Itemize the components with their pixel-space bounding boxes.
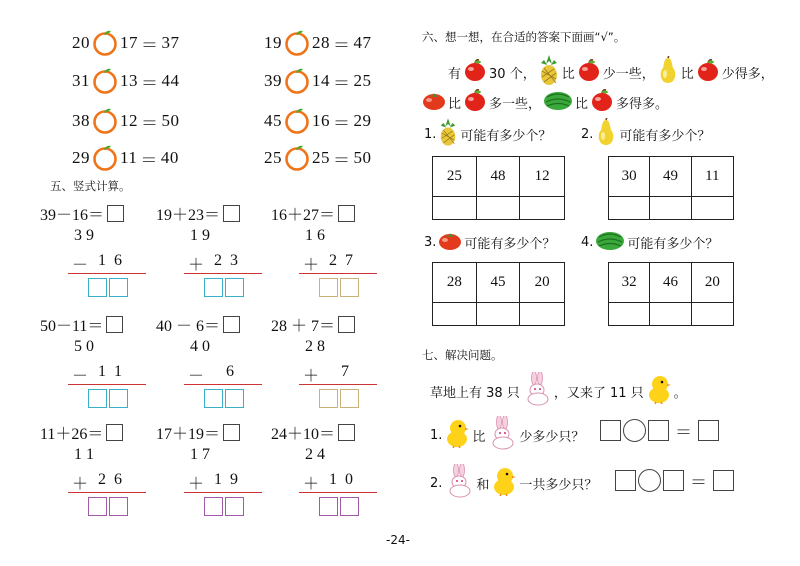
result: 37 <box>161 33 180 52</box>
answer-cell: 49 <box>650 157 691 197</box>
operand-b: 13 <box>120 71 138 90</box>
fill-equation <box>264 68 372 94</box>
answer-box[interactable] <box>223 424 240 441</box>
calc-expression <box>156 313 240 336</box>
operator: － <box>72 257 89 274</box>
operand-b: 25 <box>312 148 330 167</box>
answer-digits <box>204 278 244 297</box>
operator: ＋ <box>188 257 205 274</box>
equals-sign: ＝ <box>141 113 159 133</box>
calc-expression <box>271 313 355 336</box>
expression-text: 39－16＝ <box>40 207 105 224</box>
calc-expression <box>156 202 240 225</box>
text: 多一些， <box>489 96 542 112</box>
fill-equation <box>264 30 372 56</box>
answer-box[interactable] <box>223 316 240 333</box>
orange-blank-icon[interactable] <box>92 30 118 56</box>
answer-cell: 32 <box>609 263 650 303</box>
result-box[interactable] <box>698 420 719 441</box>
answer-digits <box>204 389 244 408</box>
calc-expression <box>40 313 123 336</box>
digit-box[interactable] <box>319 278 338 297</box>
sum-line <box>299 492 377 493</box>
question-1 <box>424 118 551 150</box>
check-cell[interactable] <box>650 197 691 219</box>
result: 47 <box>353 33 372 52</box>
fill-equation <box>264 108 372 134</box>
answer-box[interactable] <box>106 424 123 441</box>
text: 和 <box>476 477 490 493</box>
pineapple-icon <box>538 55 560 89</box>
answer-cell: 30 <box>609 157 650 197</box>
question-4 <box>581 229 718 255</box>
text: 有 <box>448 66 462 82</box>
result: 50 <box>353 148 372 167</box>
answer-grid-3 <box>432 262 565 326</box>
orange-blank-icon[interactable] <box>284 108 310 134</box>
equals-sign: ＝ <box>141 35 159 55</box>
check-cell[interactable] <box>520 303 564 325</box>
check-cell[interactable] <box>609 303 650 325</box>
text: 多得多。 <box>616 96 669 112</box>
text: 30 个， <box>489 66 536 82</box>
pear-icon <box>595 118 617 150</box>
operand-b: 14 <box>312 71 330 90</box>
sum-line <box>68 273 146 274</box>
operand-b: 28 <box>312 33 330 52</box>
question-3 <box>424 229 555 255</box>
bottom-digits: 2 7 <box>329 252 354 269</box>
sum-line <box>184 492 262 493</box>
check-cell[interactable] <box>433 197 477 219</box>
bottom-row <box>303 471 353 494</box>
operator: ＋ <box>188 476 205 493</box>
answer-cell: 45 <box>477 263 521 303</box>
top-digits: 1 7 <box>190 446 210 463</box>
operand-b: 17 <box>120 33 138 52</box>
operator-circle[interactable] <box>623 419 646 442</box>
apple-icon <box>696 58 720 86</box>
top-digits: 3 9 <box>74 227 94 244</box>
chick-icon <box>646 374 672 408</box>
answer-cell: 28 <box>433 263 477 303</box>
digit-box[interactable] <box>319 389 338 408</box>
text: 一共多少只？ <box>519 477 598 493</box>
equals-sign: ＝ <box>675 423 692 442</box>
answer-digits <box>319 389 359 408</box>
answer-digits <box>88 278 128 297</box>
bottom-row <box>188 471 238 494</box>
digit-box[interactable] <box>319 497 338 516</box>
bottom-digits: 1 0 <box>329 471 354 488</box>
check-cell[interactable] <box>650 303 691 325</box>
fill-equation <box>72 68 180 94</box>
operand-b: 16 <box>312 111 330 130</box>
expression-text: 40 － 6＝ <box>156 318 221 335</box>
text: 少多少只？ <box>519 429 585 445</box>
digit-box[interactable] <box>109 497 128 516</box>
sec6-line-2 <box>422 88 668 116</box>
check-cell[interactable] <box>477 303 521 325</box>
sum-line <box>68 492 146 493</box>
text: 草地上有 38 只 <box>430 385 520 401</box>
fill-equation <box>72 30 180 56</box>
bottom-row <box>303 363 349 386</box>
digit-box[interactable] <box>88 278 107 297</box>
sum-line <box>184 273 262 274</box>
text: 比 <box>472 429 486 445</box>
bottom-digits: 7 <box>329 363 350 380</box>
answer-grid-1 <box>432 156 565 220</box>
text: 比 <box>561 66 575 82</box>
orange-blank-icon[interactable] <box>284 68 310 94</box>
tomato-icon <box>438 229 462 255</box>
expression-text: 19＋23＝ <box>156 207 221 224</box>
operand-a: 19 <box>264 33 282 52</box>
top-digits: 2 4 <box>305 446 325 463</box>
check-cell[interactable] <box>692 197 733 219</box>
calc-expression <box>271 421 355 444</box>
answer-box[interactable] <box>223 205 240 222</box>
question-number: 2. <box>581 126 594 142</box>
answer-digits <box>88 389 128 408</box>
result: 25 <box>353 71 372 90</box>
question-text: 可能有多少个？ <box>460 128 552 144</box>
result: 40 <box>160 148 179 167</box>
apple-icon <box>590 88 614 116</box>
check-cell[interactable] <box>609 197 650 219</box>
number-box[interactable] <box>600 420 621 441</box>
operand-a: 45 <box>264 111 282 130</box>
pear-icon <box>657 56 679 88</box>
text: 少一些， <box>602 66 655 82</box>
top-digits: 1 9 <box>190 227 210 244</box>
digit-box[interactable] <box>204 278 223 297</box>
bottom-digits: 1 1 <box>98 363 123 380</box>
equals-sign: ＝ <box>333 35 351 55</box>
page-number: -24- <box>386 533 410 547</box>
number-box[interactable] <box>615 470 636 491</box>
melon-icon <box>543 89 573 115</box>
text: 。 <box>673 385 687 401</box>
check-cell[interactable] <box>520 197 564 219</box>
digit-box[interactable] <box>225 278 244 297</box>
question-number: 1. <box>430 427 443 443</box>
orange-blank-icon[interactable] <box>92 108 118 134</box>
answer-digits <box>319 278 359 297</box>
bottom-digits: 2 3 <box>214 252 239 269</box>
question-number: 3. <box>424 234 437 250</box>
equals-sign: ＝ <box>141 73 159 93</box>
expression-text: 11＋26＝ <box>40 426 104 443</box>
bottom-digits: 6 <box>214 363 235 380</box>
apple-icon <box>463 88 487 116</box>
operand-b: 12 <box>120 111 138 130</box>
equals-sign: ＝ <box>690 473 707 492</box>
result-box[interactable] <box>713 470 734 491</box>
result: 29 <box>353 111 372 130</box>
sum-line <box>299 273 377 274</box>
top-digits: 5 0 <box>74 338 94 355</box>
top-digits: 4 0 <box>190 338 210 355</box>
fill-equation <box>72 145 179 171</box>
operand-a: 20 <box>72 33 90 52</box>
bottom-row <box>188 363 234 386</box>
answer-digits <box>204 497 244 516</box>
answer-digits <box>88 497 128 516</box>
check-cell[interactable] <box>692 303 733 325</box>
digit-box[interactable] <box>109 389 128 408</box>
expression-text: 24＋10＝ <box>271 426 336 443</box>
section-7-title: 七、解决问题。 <box>422 348 503 362</box>
bottom-digits: 2 6 <box>98 471 123 488</box>
answer-cell: 20 <box>692 263 733 303</box>
check-cell[interactable] <box>433 303 477 325</box>
result: 50 <box>161 111 180 130</box>
answer-cell: 20 <box>520 263 564 303</box>
pineapple-icon <box>438 118 458 150</box>
calc-expression <box>156 421 240 444</box>
top-digits: 2 8 <box>305 338 325 355</box>
answer-equation-2 <box>615 468 734 493</box>
fill-equation <box>72 108 180 134</box>
operand-a: 29 <box>72 148 90 167</box>
orange-blank-icon[interactable] <box>284 145 310 171</box>
number-box[interactable] <box>648 420 669 441</box>
question-text: 可能有多少个？ <box>627 236 719 252</box>
calc-expression <box>40 421 123 444</box>
text: 比 <box>575 96 589 112</box>
operand-b: 11 <box>120 148 138 167</box>
sec7-question-1 <box>430 416 584 454</box>
answer-cell: 48 <box>477 157 521 197</box>
chick-icon <box>491 466 517 500</box>
expression-text: 16＋27＝ <box>271 207 336 224</box>
bottom-row <box>303 252 353 275</box>
question-number: 2. <box>430 475 443 491</box>
digit-box[interactable] <box>340 278 359 297</box>
answer-equation-1 <box>600 418 719 443</box>
orange-blank-icon[interactable] <box>284 30 310 56</box>
operand-a: 39 <box>264 71 282 90</box>
answer-cell: 25 <box>433 157 477 197</box>
operator: ＋ <box>303 368 320 385</box>
apple-icon <box>463 58 487 86</box>
orange-blank-icon[interactable] <box>92 145 118 171</box>
calc-expression <box>40 202 124 225</box>
text: ，又来了 11 只 <box>553 385 644 401</box>
sec6-line-1 <box>448 55 774 89</box>
operator-circle[interactable] <box>638 469 661 492</box>
bottom-row <box>72 363 122 386</box>
apple-icon <box>577 58 601 86</box>
top-digits: 1 6 <box>305 227 325 244</box>
question-number: 4. <box>581 234 594 250</box>
answer-box[interactable] <box>338 424 355 441</box>
operator: ＋ <box>303 476 320 493</box>
answer-grid-2 <box>608 156 734 220</box>
top-digits: 1 1 <box>74 446 94 463</box>
operator: ＋ <box>72 476 89 493</box>
equals-sign: ＝ <box>333 113 351 133</box>
tomato-icon <box>422 89 446 115</box>
answer-box[interactable] <box>107 205 124 222</box>
operator: ＋ <box>303 257 320 274</box>
digit-box[interactable] <box>109 278 128 297</box>
result: 44 <box>161 71 180 90</box>
bottom-digits: 1 9 <box>214 471 239 488</box>
sum-line <box>299 384 377 385</box>
sum-line <box>68 384 146 385</box>
check-cell[interactable] <box>477 197 521 219</box>
operator: － <box>72 368 89 385</box>
operator: － <box>188 368 205 385</box>
question-text: 可能有多少个？ <box>464 236 556 252</box>
digit-box[interactable] <box>340 389 359 408</box>
rabbit-icon <box>487 416 517 454</box>
orange-blank-icon[interactable] <box>92 68 118 94</box>
digit-box[interactable] <box>204 497 223 516</box>
text: 少得多， <box>721 66 774 82</box>
operand-a: 31 <box>72 71 90 90</box>
sec7-intro <box>430 372 687 410</box>
operand-a: 25 <box>264 148 282 167</box>
answer-cell: 12 <box>520 157 564 197</box>
chick-icon <box>444 418 470 452</box>
answer-cell: 11 <box>692 157 733 197</box>
digit-box[interactable] <box>88 389 107 408</box>
digit-box[interactable] <box>225 389 244 408</box>
operand-a: 38 <box>72 111 90 130</box>
rabbit-icon <box>444 464 474 502</box>
sum-line <box>184 384 262 385</box>
bottom-row <box>72 252 122 275</box>
digit-box[interactable] <box>340 497 359 516</box>
bottom-row <box>72 471 122 494</box>
answer-box[interactable] <box>106 316 123 333</box>
text: 比 <box>448 96 462 112</box>
section-5-title: 五、竖式计算。 <box>50 179 131 193</box>
question-number: 1. <box>424 126 437 142</box>
question-text: 可能有多少个？ <box>619 128 711 144</box>
answer-box[interactable] <box>338 205 355 222</box>
answer-digits <box>319 497 359 516</box>
expression-text: 50－11＝ <box>40 318 104 335</box>
sec7-question-2 <box>430 464 597 502</box>
rabbit-icon <box>522 372 552 410</box>
section-6-title: 六、想一想，在合适的答案下面画“√”。 <box>422 30 626 44</box>
bottom-row <box>188 252 238 275</box>
equals-sign: ＝ <box>140 150 158 170</box>
digit-box[interactable] <box>204 389 223 408</box>
equals-sign: ＝ <box>333 73 351 93</box>
fill-equation <box>264 145 372 171</box>
answer-box[interactable] <box>338 316 355 333</box>
answer-grid-4 <box>608 262 734 326</box>
expression-text: 28 ＋ 7＝ <box>271 318 336 335</box>
digit-box[interactable] <box>88 497 107 516</box>
calc-expression <box>271 202 355 225</box>
question-2 <box>581 118 710 150</box>
equals-sign: ＝ <box>333 150 351 170</box>
digit-box[interactable] <box>225 497 244 516</box>
expression-text: 17＋19＝ <box>156 426 221 443</box>
answer-cell: 46 <box>650 263 691 303</box>
melon-icon <box>595 229 625 255</box>
number-box[interactable] <box>663 470 684 491</box>
bottom-digits: 1 6 <box>98 252 123 269</box>
text: 比 <box>680 66 694 82</box>
